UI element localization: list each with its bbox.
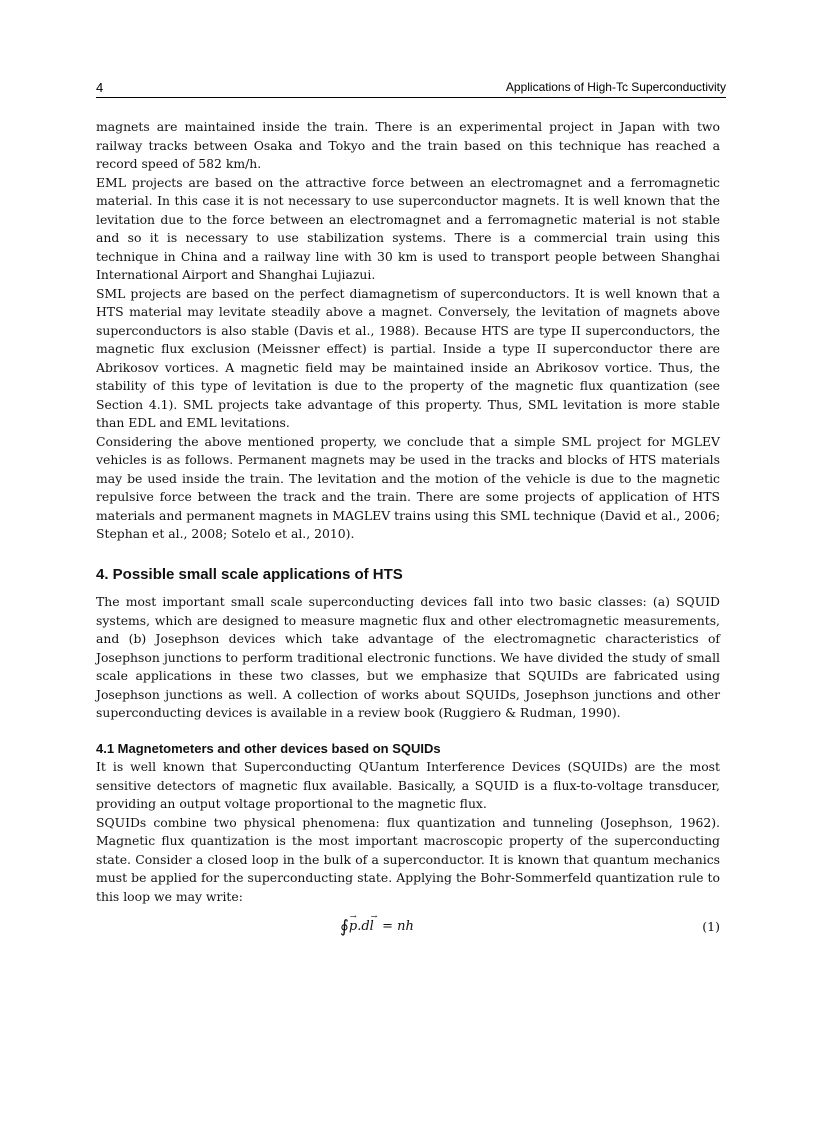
paragraph-squid-intro: It is well known that Superconducting QUantum Interference Devices (SQUIDs) are the most sensitive detectors of magnetic flux available. Basically, a SQUID is a flux-to-voltage transducer, providing an output voltage proportional to the magnetic flux.	[96, 759, 720, 811]
paragraph-maglev-japan: magnets are maintained inside the train. There is an experimental project in Japan with two railway tracks between Osaka and Tokyo and the train based on this technique has reached a record speed of 582 km/h.	[96, 119, 720, 171]
momentum-vector: → p	[349, 918, 357, 937]
subsection-heading-4-1: 4.1 Magnetometers and other devices based on SQUIDs	[96, 740, 441, 756]
body-text	[96, 118, 720, 944]
paragraph-sml: SML projects are based on the perfect diamagnetism of superconductors. It is well known that a HTS material may levitate steadily above a magnet. Conversely, the levitation of magnets above superconductors is also stable (Davis et al., 1988). Because HTS are type II superconductors, the magnetic flux exclusion (Meissner effect) is partial. Inside a type II superconductor there are Abrikosov vortices. A magnetic field may be maintained inside an Abrikosov vortice. Thus, the stability of this type of levitation is due to the property of the magnetic flux quantization (see Section 4.1). SML projects take advantage of this property. Thus, SML levitation is more stable than EDL and EML levitations.	[96, 285, 720, 430]
dot-d: .d	[357, 919, 370, 934]
length-vector: → l	[370, 918, 374, 937]
equation-body	[340, 918, 414, 937]
running-title: Applications of High-Tc Superconductivity	[505, 80, 726, 94]
equation-number: (1)	[702, 919, 720, 934]
paragraph-squid-phenomena: SQUIDs combine two physical phenomena: flux quantization and tunneling (Josephson, 1962). Magnetic flux quantization is the most important macroscopic property of the superconducting state. Consider a closed loop in the bulk of a superconductor. It is known that quantum mechanics must be applied for the superconducting state. Applying the Bohr-Sommerfeld quantization rule to this loop we may write:	[96, 814, 720, 904]
contour-integral-symbol: ∮	[340, 917, 349, 937]
page-number: 4	[96, 80, 104, 95]
equation-rhs: = nh	[382, 919, 414, 934]
paragraph-eml: EML projects are based on the attractive force between an electromagnet and a ferromagnetic material. In this case it is not necessary to use superconductor magnets. It is well known that the levitation due to the force between an electromagnet and a ferromagnetic material is not stable and so it is necessary to use stabilization systems. There is a commercial train using this technique in China and a railway line with 30 km is used to transport people between Shanghai International Airport and Shanghai Lujiazui.	[96, 174, 720, 282]
paragraph-small-scale: The most important small scale superconducting devices fall into two basic classes: (a) SQUID systems, which are designed to measure magnetic flux and other electromagnetic measurements, and (b) Josephson devices which take advantage of the electromagnetic characteristics of Josephson junctions to perform traditional electronic functions. We have divided the study of small scale applications in these two classes, but we emphasize that SQUIDs are fabricated using Josephson junctions as well. A collection of works about SQUIDs, Josephson junctions and other superconducting devices is available in a review book (Ruggiero & Rudman, 1990).	[96, 594, 720, 720]
running-header	[96, 80, 726, 98]
equation-1	[96, 914, 720, 944]
section-heading-4: 4. Possible small scale applications of HTS	[96, 565, 403, 583]
paragraph-sml-project: Considering the above mentioned property, we conclude that a simple SML project for MGLEV vehicles is as follows. Permanent magnets may be used in the tracks and blocks of HTS materials may be used inside the train. The levitation and the motion of the vehicle is due to the magnetic repulsive force between the track and the train. There are some projects of application of HTS materials and permanent magnets in MAGLEV trains using this SML technique (David et al., 2006; Stephan et al., 2008; Sotelo et al., 2010).	[96, 433, 720, 541]
